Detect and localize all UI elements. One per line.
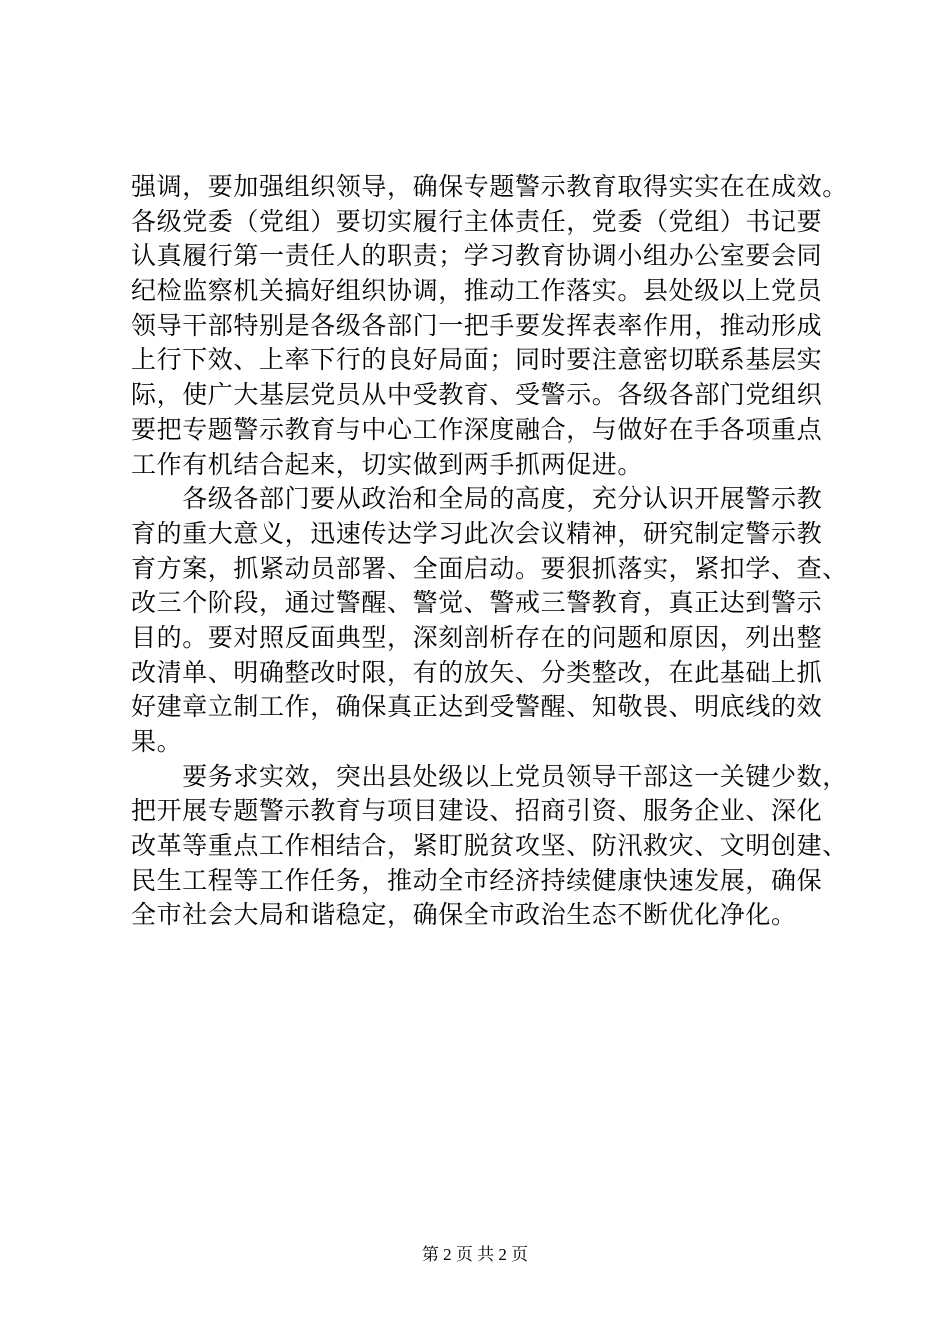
text-line: 目的。要对照反面典型，深刻剖析存在的问题和原因，列出整 <box>131 622 823 652</box>
text-line: 领导干部特别是各级各部门一把手要发挥表率作用，推动形成 <box>131 310 823 340</box>
text-line: 要把专题警示教育与中心工作深度融合，与做好在手各项重点 <box>131 414 823 444</box>
text-line: 育方案，抓紧动员部署、全面启动。要狠抓落实，紧扣学、查、 <box>131 553 848 583</box>
text-line: 各级各部门要从政治和全局的高度，充分认识开展警示教 <box>131 484 823 514</box>
text-line: 果。 <box>131 727 183 756</box>
page-number-footer: 第 2 页 共 2 页 <box>421 1245 529 1264</box>
text-line: 育的重大意义，迅速传达学习此次会议精神，研究制定警示教 <box>131 518 823 548</box>
text-line: 全市社会大局和谐稳定，确保全市政治生态不断优化净化。 <box>131 900 797 930</box>
text-line: 民生工程等工作任务，推动全市经济持续健康快速发展，确保 <box>131 865 823 895</box>
text-line: 工作有机结合起来，切实做到两手抓两促进。 <box>131 449 644 479</box>
document-body <box>131 170 848 933</box>
text-line: 际，使广大基层党员从中受教育、受警示。各级各部门党组织 <box>131 380 823 410</box>
text-line: 好建章立制工作，确保真正达到受警醒、知敬畏、明底线的效 <box>131 692 823 722</box>
text-line: 认真履行第一责任人的职责；学习教育协调小组办公室要会同 <box>131 241 823 271</box>
text-line: 强调，要加强组织领导，确保专题警示教育取得实实在在成效。 <box>131 172 848 201</box>
text-line: 上行下效、上率下行的良好局面；同时要注意密切联系基层实 <box>131 345 823 375</box>
text-line: 改清单、明确整改时限，有的放矢、分类整改，在此基础上抓 <box>131 657 823 687</box>
text-line: 纪检监察机关搞好组织协调，推动工作落实。县处级以上党员 <box>131 276 823 306</box>
text-line: 各级党委（党组）要切实履行主体责任，党委（党组）书记要 <box>131 206 823 236</box>
text-line: 改革等重点工作相结合，紧盯脱贫攻坚、防汛救灾、文明创建、 <box>131 831 848 861</box>
text-line: 改三个阶段，通过警醒、警觉、警戒三警教育，真正达到警示 <box>131 588 823 618</box>
text-line: 把开展专题警示教育与项目建设、招商引资、服务企业、深化 <box>131 796 823 826</box>
text-line: 要务求实效，突出县处级以上党员领导干部这一关键少数， <box>131 761 848 791</box>
